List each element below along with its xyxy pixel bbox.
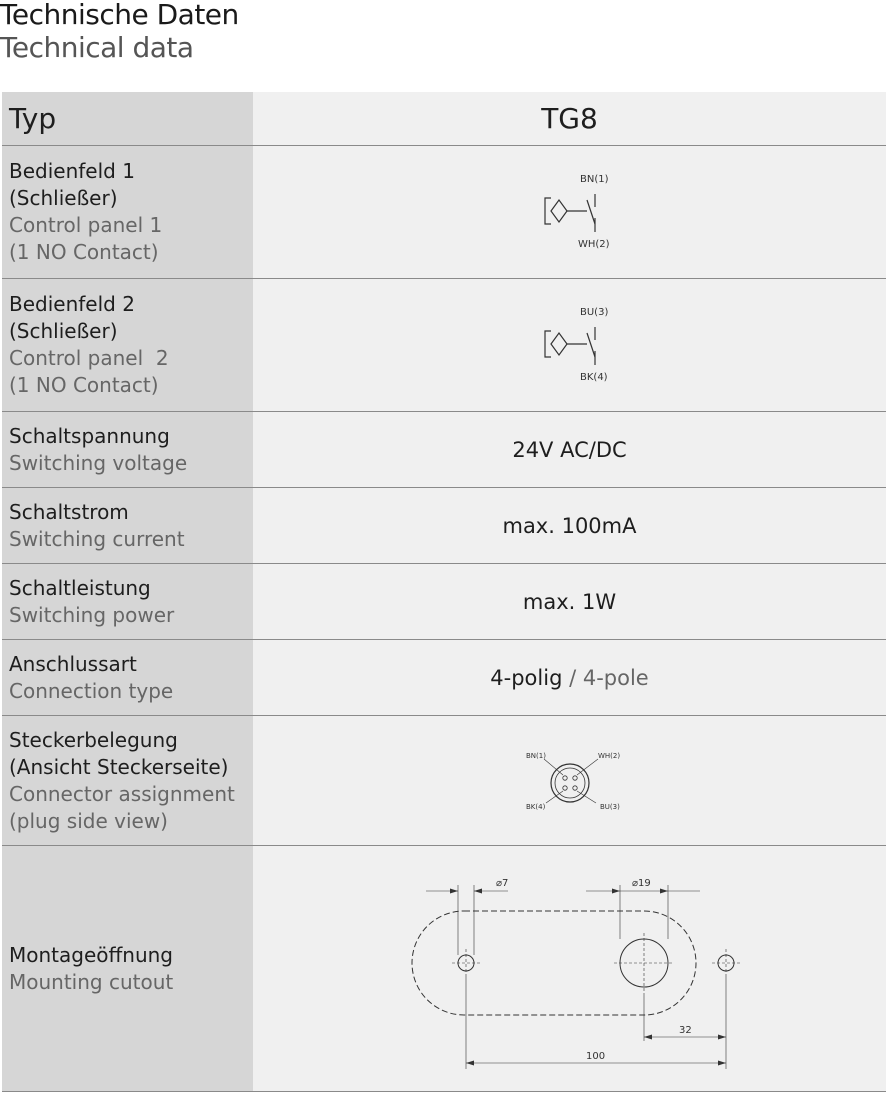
- pin3-label: BU(3): [599, 802, 620, 811]
- mounting-cutout-drawing: [390, 859, 750, 1079]
- panel2-value-cell: [253, 279, 886, 411]
- type-label: Typ: [9, 102, 57, 135]
- table-bottom-divider: [2, 1091, 886, 1092]
- panel1-wire-bottom-label: WH(2): [577, 239, 610, 250]
- connection-value: [490, 666, 648, 690]
- connector-label-de-1: Steckerbelegung: [9, 727, 178, 752]
- panel1-label-cell: [2, 146, 253, 278]
- current-value: max. 100mA: [502, 513, 637, 538]
- panel2-label-de-2: (Schließer): [9, 319, 118, 343]
- panel2-label-de-1: Bedienfeld 2: [9, 292, 135, 316]
- dim-center-distance-label: 32: [678, 1025, 692, 1036]
- table-row-mounting: [2, 845, 886, 1092]
- mounting-label-en: Mounting cutout: [9, 970, 174, 994]
- power-label-en: Switching power: [9, 602, 175, 627]
- title-english: Technical data: [0, 31, 194, 64]
- connection-label-en: Connection type: [9, 678, 174, 703]
- panel1-label-en-1: Control panel 1: [9, 213, 163, 237]
- header-label-cell: [2, 92, 253, 145]
- connector-label-en-2: (plug side view): [9, 808, 168, 833]
- panel2-label-en-1: Control panel 2: [9, 346, 169, 370]
- panel2-label-cell: [2, 279, 253, 411]
- dim-small-hole-value: 7: [501, 878, 508, 889]
- voltage-value-cell: [253, 412, 886, 487]
- technical-data-table: [2, 92, 886, 1092]
- table-row-current: [2, 487, 886, 563]
- dim-large-hole-value: 19: [637, 878, 651, 889]
- power-value: max. 1W: [522, 589, 617, 614]
- voltage-label-en: Switching voltage: [9, 450, 188, 475]
- panel1-label-en-2: (1 NO Contact): [9, 240, 159, 264]
- table-header-row: [2, 92, 886, 145]
- power-label-cell: [2, 564, 253, 639]
- pin4-label: BK(4): [525, 802, 545, 811]
- title-german: Technische Daten: [0, 0, 239, 31]
- panel1-label-de-2: (Schließer): [9, 186, 118, 210]
- voltage-label-de: Schaltspannung: [9, 423, 170, 448]
- panel1-wire-top-label: BN(1): [579, 174, 609, 185]
- connection-label-cell: [2, 640, 253, 715]
- connector-label-cell: [2, 716, 253, 845]
- connection-value-de: 4-polig: [490, 665, 563, 690]
- mounting-label-cell: [2, 846, 253, 1092]
- header-value-cell: [253, 92, 886, 145]
- switch-symbol-icon: [525, 295, 615, 395]
- type-value: TG8: [541, 102, 598, 135]
- panel1-label-de-1: Bedienfeld 1: [9, 159, 135, 183]
- voltage-value: 24V AC/DC: [512, 437, 627, 462]
- voltage-label-cell: [2, 412, 253, 487]
- connector-label-de-2: (Ansicht Steckerseite): [9, 754, 229, 779]
- current-value-cell: [253, 488, 886, 563]
- panel2-wire-top-label: BU(3): [579, 307, 608, 318]
- connector-pinout-icon: [510, 741, 630, 821]
- table-row-panel2: [2, 278, 886, 411]
- dim-large-hole-label: ⌀19: [631, 878, 651, 889]
- table-row-connector: [2, 715, 886, 845]
- connector-label-en-1: Connector assignment: [9, 781, 235, 806]
- panel1-value-cell: [253, 146, 886, 278]
- pin1-label: BN(1): [525, 751, 546, 760]
- mounting-value-cell: [253, 846, 886, 1092]
- panel2-label-en-2: (1 NO Contact): [9, 373, 159, 397]
- connection-value-cell: [253, 640, 886, 715]
- dim-total-label: 100: [585, 1051, 605, 1062]
- mounting-label-de: Montageöffnung: [9, 943, 174, 967]
- dim-small-hole-label: ⌀7: [495, 878, 508, 889]
- power-label-de: Schaltleistung: [9, 575, 151, 600]
- connection-value-en: 4-pole: [582, 665, 649, 690]
- connection-label-de: Anschlussart: [9, 651, 137, 676]
- power-value-cell: [253, 564, 886, 639]
- connection-value-separator: /: [562, 665, 583, 690]
- panel2-wire-bottom-label: BK(4): [579, 372, 608, 383]
- table-row-power: [2, 563, 886, 639]
- current-label-cell: [2, 488, 253, 563]
- table-row-connection: [2, 639, 886, 715]
- pin2-label: WH(2): [597, 751, 620, 760]
- switch-symbol-icon: [525, 162, 615, 262]
- table-row-voltage: [2, 411, 886, 487]
- page-heading: [0, 0, 239, 66]
- current-label-en: Switching current: [9, 526, 185, 551]
- table-row-panel1: [2, 145, 886, 278]
- current-label-de: Schaltstrom: [9, 499, 129, 524]
- connector-value-cell: [253, 716, 886, 845]
